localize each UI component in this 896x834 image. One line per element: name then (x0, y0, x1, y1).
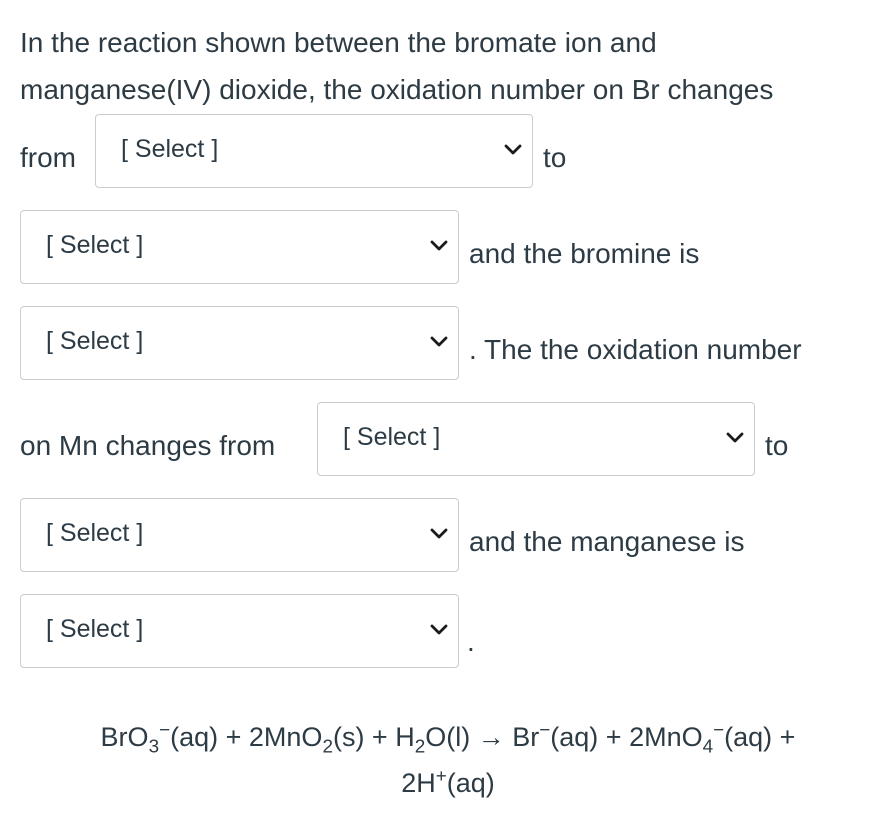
br-to-select-value: [ Select ] (46, 231, 144, 259)
oxidation-number-label: . The the oxidation number (469, 334, 802, 365)
to-label-1: to (543, 142, 567, 173)
chevron-down-icon (504, 143, 522, 157)
bromate-state: (aq) + 2MnO (170, 722, 323, 752)
equation-line-2 (0, 766, 896, 798)
equation-line-1 (0, 720, 896, 758)
hydrogen-charge: + (435, 766, 447, 787)
br-to-select[interactable] (20, 210, 459, 284)
question-line-2: manganese(IV) dioxide, the oxidation number on Br changes (20, 74, 774, 105)
br-from-select[interactable] (95, 114, 533, 188)
from-label: from (20, 142, 76, 173)
chevron-down-icon (430, 239, 448, 253)
br-from-select-value: [ Select ] (121, 135, 219, 163)
bromide-charge: − (539, 720, 551, 741)
question-line-1: In the reaction shown between the bromate ion and (20, 27, 657, 58)
manganese-is-label: and the manganese is (469, 526, 745, 557)
manganese-process-select[interactable] (20, 594, 459, 668)
mn-from-select[interactable] (317, 402, 755, 476)
mn-to-select[interactable] (20, 498, 459, 572)
mno4-state: (aq) + (724, 722, 796, 752)
chevron-down-icon (726, 431, 744, 445)
bromate-charge: − (159, 720, 171, 741)
hydrogen-coef: 2H (401, 768, 436, 798)
bromate-subscript: 3 (148, 736, 160, 758)
mn-from-label: on Mn changes from (20, 430, 276, 461)
h2o-rest: O(l) → Br (425, 722, 540, 752)
chevron-down-icon (430, 623, 448, 637)
mno4-charge: − (713, 720, 725, 741)
mn-to-select-value: [ Select ] (46, 519, 144, 547)
mno2-state: (s) + H (332, 722, 415, 752)
hydrogen-state: (aq) (446, 768, 495, 798)
mn-from-select-value: [ Select ] (343, 423, 441, 451)
bromate-formula: BrO (100, 722, 149, 752)
mno4-subscript: 4 (702, 736, 714, 758)
h2o-subscript: 2 (414, 736, 426, 758)
bromine-process-select-value: [ Select ] (46, 327, 144, 355)
mno2-subscript: 2 (322, 736, 333, 758)
chevron-down-icon (430, 335, 448, 349)
final-period: . (467, 626, 475, 657)
manganese-process-select-value: [ Select ] (46, 615, 144, 643)
bromine-is-label: and the bromine is (469, 238, 700, 269)
to-label-2: to (765, 430, 789, 461)
chevron-down-icon (430, 527, 448, 541)
bromide-state: (aq) + 2MnO (550, 722, 703, 752)
bromine-process-select[interactable] (20, 306, 459, 380)
